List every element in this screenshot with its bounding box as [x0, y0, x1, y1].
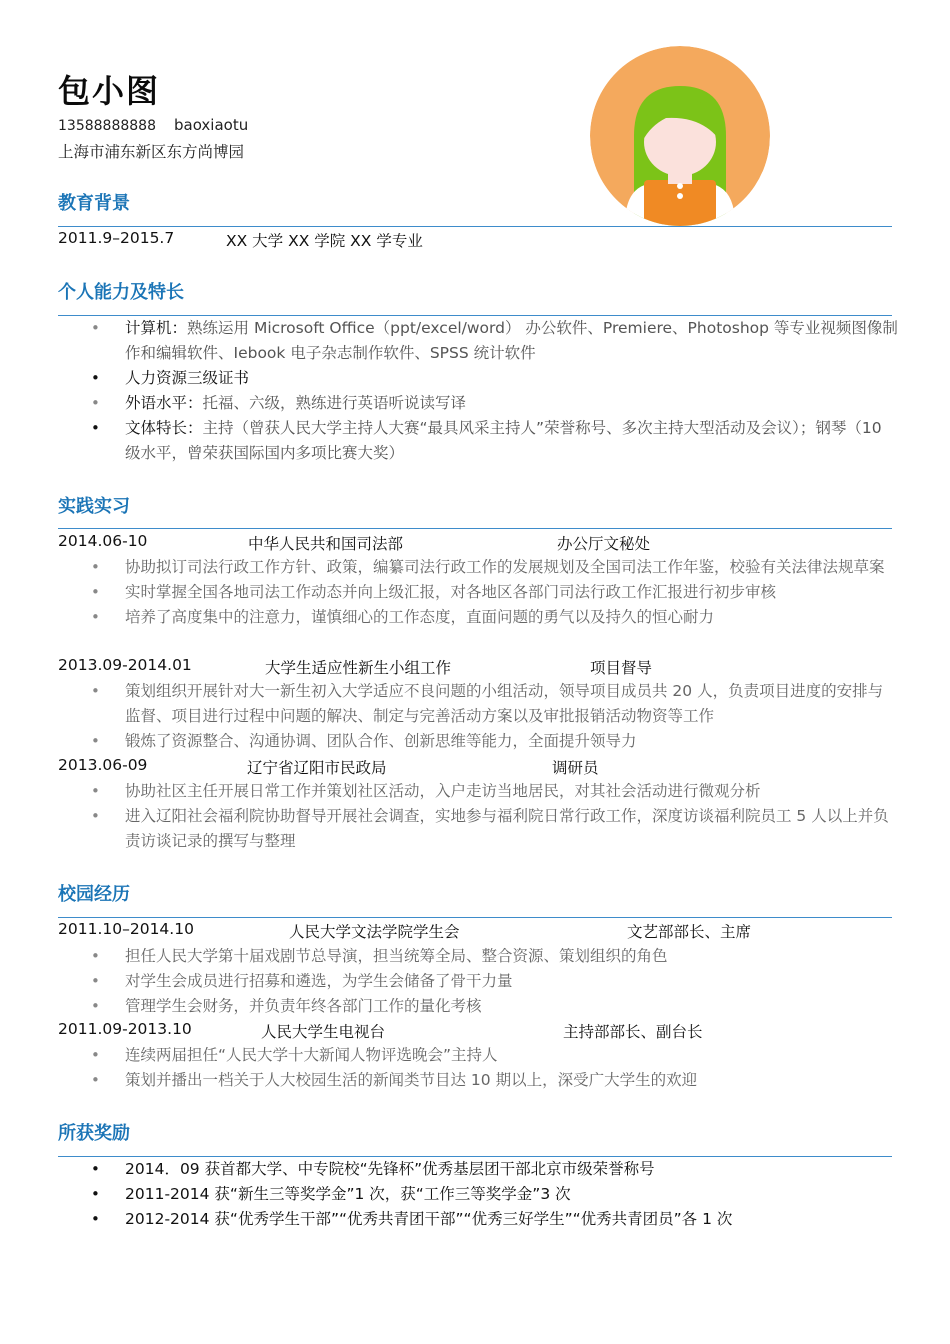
phone-number: 13588888888 — [58, 118, 156, 134]
list-item: • 协助社区主任开展日常工作并策划社区活动，入户走访当地居民，对其社会活动进行微观分析 — [58, 779, 898, 804]
list-item: • 连续两届担任“人民大学十大新闻人物评选晚会”主持人 — [58, 1043, 898, 1068]
list-item: • 计算机：熟练运用 Microsoft Office（ppt/excel/word） 办公软件、Premiere、Photoshop 等专业视频图像制作和编辑软件、Iebook 电子杂志制作软件、SPSS 统计软件 — [58, 316, 898, 366]
entry-role: 办公厅文秘处 — [557, 535, 651, 553]
bullet-icon: • — [91, 319, 100, 337]
bullet-icon: • — [91, 394, 100, 412]
bullet-icon: • — [91, 807, 100, 825]
list-item: • 担任人民大学第十届戏剧节总导演，担当统筹全局、整合资源、策划组织的角色 — [58, 944, 898, 969]
username: baoxiaotu — [173, 116, 249, 134]
education-detail: XX 大学 XX 学院 XX 学专业 — [226, 232, 423, 250]
bullet-icon: • — [91, 782, 100, 800]
list-item: • 对学生会成员进行招募和遴选，为学生会储备了骨干力量 — [58, 969, 898, 994]
section-divider — [58, 226, 892, 227]
bullet-icon: • — [91, 1185, 100, 1203]
entry-date: 2013.09-2014.01 — [58, 656, 192, 674]
entry-role: 项目督导 — [590, 659, 653, 677]
bullet-icon: • — [91, 419, 100, 437]
entry-role: 调研员 — [552, 759, 599, 777]
bullet-icon: • — [91, 947, 100, 965]
list-item: • 协助拟订司法行政工作方针、政策，编纂司法行政工作的发展规划及全国司法工作年鉴，校验有关法律法规草案 — [58, 555, 898, 580]
list-item: • 锻炼了资源整合、沟通协调、团队合作、创新思维等能力，全面提升领导力 — [58, 729, 898, 754]
bullet-icon: • — [91, 682, 100, 700]
candidate-name: 包小图 — [58, 72, 161, 110]
skills-list — [58, 316, 898, 466]
entry-date: 2013.06-09 — [58, 756, 148, 774]
awards-list — [58, 1157, 898, 1232]
campus-entry-bullets — [58, 944, 898, 1019]
entry-role: 主持部部长、副台长 — [563, 1023, 703, 1041]
entry-org: 人民大学生电视台 — [261, 1023, 386, 1041]
bullet-icon: • — [91, 1071, 100, 1089]
entry-org: 辽宁省辽阳市民政局 — [247, 759, 387, 777]
list-item: • 策划组织开展针对大一新生初入大学适应不良问题的小组活动，领导项目成员共 20 人，负责项目进度的安排与监督、项目进行过程中问题的解决、制定与完善活动方案以及审批报销活动物资等工作 — [58, 679, 898, 729]
bullet-icon: • — [91, 558, 100, 576]
section-title-awards: 所获奖励 — [58, 1123, 130, 1144]
bullet-icon: • — [91, 732, 100, 750]
list-item: • 人力资源三级证书 — [58, 366, 898, 391]
practice-entry-bullets — [58, 555, 898, 630]
bullet-icon: • — [91, 583, 100, 601]
entry-org: 大学生适应性新生小组工作 — [265, 659, 452, 677]
list-item: • 2014．09 获首都大学、中专院校“先锋杯”优秀基层团干部北京市级荣誉称号 — [58, 1157, 898, 1182]
entry-date: 2011.10–2014.10 — [58, 920, 194, 938]
bullet-icon: • — [91, 997, 100, 1015]
bullet-icon: • — [91, 1160, 100, 1178]
list-item: • 策划并播出一档关于人大校园生活的新闻类节目达 10 期以上，深受广大学生的欢迎 — [58, 1068, 898, 1093]
practice-entry-bullets — [58, 779, 898, 854]
list-item: • 外语水平：托福、六级，熟练进行英语听说读写译 — [58, 391, 898, 416]
education-date: 2011.9–2015.7 — [58, 229, 175, 247]
bullet-icon: • — [91, 369, 100, 387]
section-divider — [58, 528, 892, 529]
section-title-practice: 实践实习 — [58, 496, 130, 517]
campus-entry-bullets — [58, 1043, 898, 1093]
list-item: • 培养了高度集中的注意力，谨慎细心的工作态度，直面问题的勇气以及持久的恒心耐力 — [58, 605, 898, 630]
contact-line — [58, 116, 248, 134]
section-title-education: 教育背景 — [58, 193, 130, 214]
entry-date: 2011.09-2013.10 — [58, 1020, 192, 1038]
section-divider — [58, 917, 892, 918]
entry-org: 中华人民共和国司法部 — [248, 535, 404, 553]
bullet-icon: • — [91, 972, 100, 990]
list-item: • 进入辽阳社会福利院协助督导开展社会调查，实地参与福利院日常行政工作，深度访谈福利院员工 5 人以上并负责访谈记录的撰写与整理 — [58, 804, 898, 854]
bullet-icon: • — [91, 608, 100, 626]
list-item: • 2012-2014 获“优秀学生干部”“优秀共青团干部”“优秀三好学生”“优秀共青团员”各 1 次 — [58, 1207, 898, 1232]
entry-org: 人民大学文法学院学生会 — [289, 923, 460, 941]
section-title-skills: 个人能力及特长 — [58, 282, 184, 303]
list-item: • 实时掌握全国各地司法工作动态并向上级汇报，对各地区各部门司法行政工作汇报进行初步审核 — [58, 580, 898, 605]
entry-role: 文艺部部长、主席 — [627, 923, 752, 941]
section-title-campus: 校园经历 — [58, 884, 130, 905]
list-item: • 管理学生会财务，并负责年终各部门工作的量化考核 — [58, 994, 898, 1019]
practice-entry-bullets — [58, 679, 898, 754]
bullet-icon: • — [91, 1210, 100, 1228]
list-item: • 文体特长：主持（曾获人民大学主持人大赛“最具风采主持人”荣誉称号、多次主持大型活动及会议）；钢琴（10 级水平，曾荣获国际国内多项比赛大奖） — [58, 416, 898, 466]
bullet-icon: • — [91, 1046, 100, 1064]
avatar — [590, 46, 770, 226]
address: 上海市浦东新区东方尚博园 — [58, 143, 245, 161]
entry-date: 2014.06-10 — [58, 532, 148, 550]
list-item: • 2011-2014 获“新生三等奖学金”1 次，获“工作三等奖学金”3 次 — [58, 1182, 898, 1207]
